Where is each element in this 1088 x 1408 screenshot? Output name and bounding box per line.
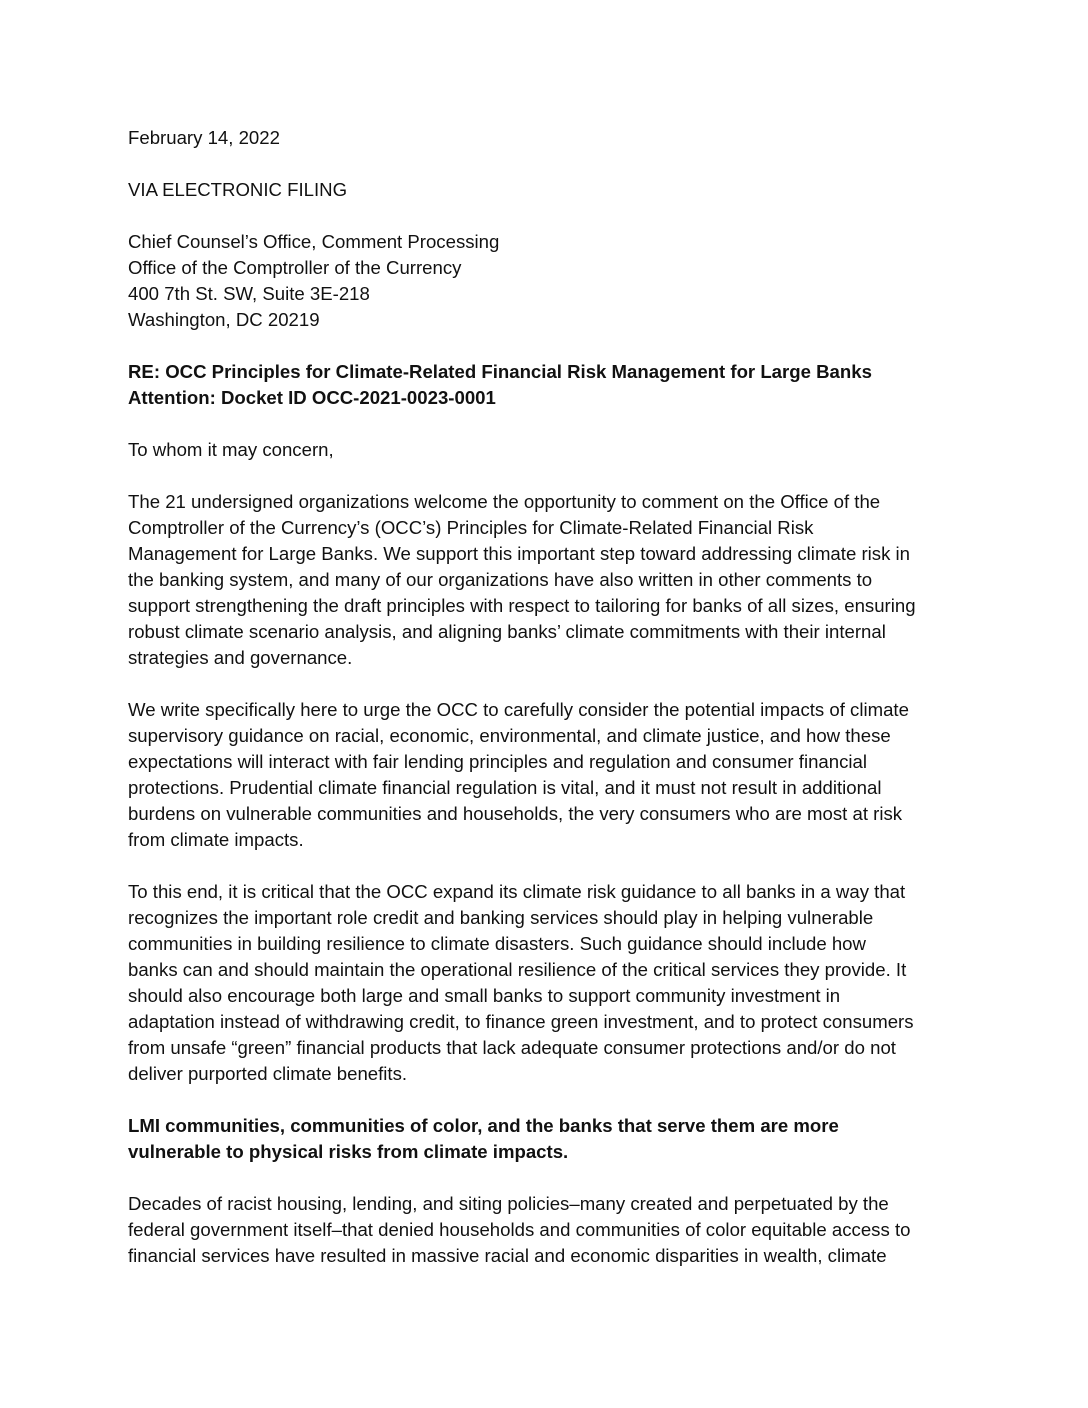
subject-line: RE: OCC Principles for Climate-Related Financial Risk Management for Large Banks [128, 361, 872, 382]
paragraph-line: The 21 undersigned organizations welcome the opportunity to comment on the Office of the [128, 491, 881, 512]
paragraph-line: To this end, it is critical that the OCC expand its climate risk guidance to all banks in a way that [128, 881, 906, 902]
paragraph-line: deliver purported climate benefits. [128, 1063, 408, 1084]
section-heading-line: vulnerable to physical risks from climate impacts. [128, 1141, 569, 1162]
recipient-line: Office of the Comptroller of the Currency [128, 257, 462, 278]
paragraph-line: expectations will interact with fair lending principles and regulation and consumer financial [128, 751, 867, 772]
delivery-method: VIA ELECTRONIC FILING [128, 179, 348, 200]
paragraph-line: protections. Prudential climate financial regulation is vital, and it must not result in additional [128, 777, 882, 798]
recipient-line: Chief Counsel’s Office, Comment Processing [128, 231, 500, 252]
paragraph-line: financial services have resulted in massive racial and economic disparities in wealth, climate [128, 1245, 887, 1266]
paragraph-line: communities in building resilience to climate disasters. Such guidance should include how [128, 933, 866, 954]
paragraph-line: burdens on vulnerable communities and households, the very consumers who are most at risk [128, 803, 903, 824]
section-heading [128, 1113, 973, 1165]
paragraph-line: Management for Large Banks. We support this important step toward addressing climate risk in [128, 543, 910, 564]
paragraph-line: federal government itself–that denied households and communities of color equitable access to [128, 1219, 911, 1240]
paragraph-line: support strengthening the draft principles with respect to tailoring for banks of all sizes, ensuring [128, 595, 916, 616]
body-paragraph-4 [128, 1191, 973, 1269]
body-paragraph-1 [128, 489, 973, 671]
paragraph-line: from climate impacts. [128, 829, 304, 850]
paragraph-line: the banking system, and many of our organizations have also written in other comments to [128, 569, 873, 590]
recipient-line: 400 7th St. SW, Suite 3E-218 [128, 283, 370, 304]
paragraph-line: Comptroller of the Currency’s (OCC’s) Principles for Climate-Related Financial Risk [128, 517, 814, 538]
letter-date: February 14, 2022 [128, 127, 280, 148]
paragraph-line: Decades of racist housing, lending, and siting policies–many created and perpetuated by the [128, 1193, 889, 1214]
body-paragraph-2 [128, 697, 973, 853]
paragraph-line: robust climate scenario analysis, and aligning banks’ climate commitments with their internal [128, 621, 886, 642]
paragraph-line: supervisory guidance on racial, economic, environmental, and climate justice, and how these [128, 725, 891, 746]
salutation: To whom it may concern, [128, 439, 334, 460]
section-heading-line: LMI communities, communities of color, and the banks that serve them are more [128, 1115, 839, 1136]
body-paragraph-3 [128, 879, 973, 1087]
paragraph-line: strategies and governance. [128, 647, 353, 668]
paragraph-line: from unsafe “green” financial products that lack adequate consumer protections and/or do not [128, 1037, 896, 1058]
subject-block [128, 359, 973, 411]
paragraph-line: banks can and should maintain the operational resilience of the critical services they provide. It [128, 959, 907, 980]
paragraph-line: We write specifically here to urge the OCC to carefully consider the potential impacts of climate [128, 699, 909, 720]
paragraph-line: should also encourage both large and small banks to support community investment in [128, 985, 841, 1006]
recipient-address [128, 229, 973, 333]
docket-line: Attention: Docket ID OCC-2021-0023-0001 [128, 387, 496, 408]
letter-page [128, 125, 973, 1295]
paragraph-line: recognizes the important role credit and banking services should play in helping vulnerable [128, 907, 874, 928]
recipient-line: Washington, DC 20219 [128, 309, 320, 330]
paragraph-line: adaptation instead of withdrawing credit, to finance green investment, and to protect consumers [128, 1011, 914, 1032]
